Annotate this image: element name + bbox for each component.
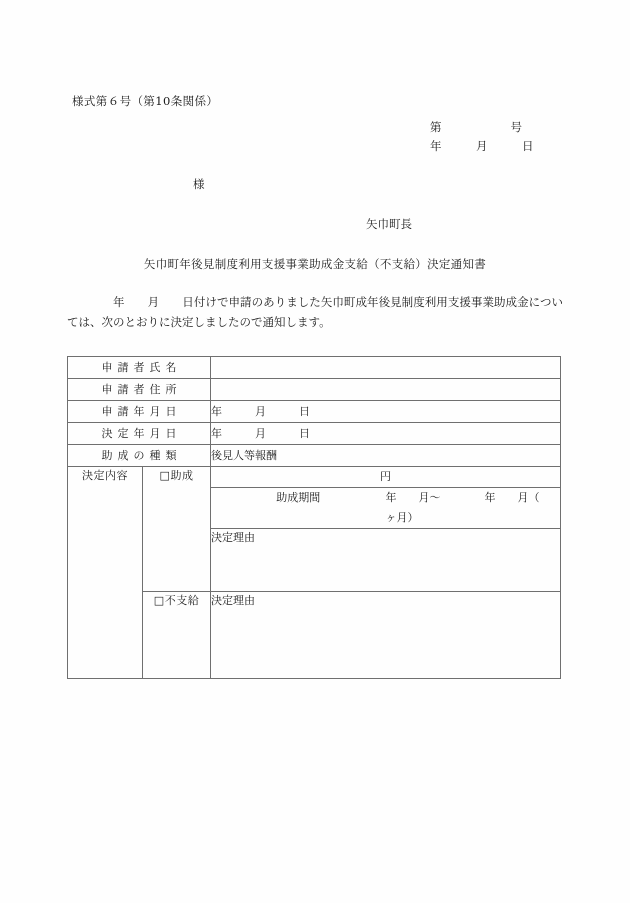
value-application-date[interactable]: 年 月 日 xyxy=(211,401,561,423)
label-grant-type: 助成の種類 xyxy=(68,445,211,467)
body-paragraph xyxy=(67,292,563,332)
table-row-application-date xyxy=(68,401,561,423)
value-decision-date[interactable]: 年 月 日 xyxy=(211,423,561,445)
addressee-line: 様 xyxy=(193,177,205,191)
label-decision-content: 決定内容 xyxy=(68,467,143,679)
value-grant-type: 後見人等報酬 xyxy=(211,445,561,467)
checkbox-denial[interactable]: □不支給 xyxy=(143,592,211,679)
grant-detail-table xyxy=(211,467,560,591)
checkbox-grant[interactable]: □助成 xyxy=(143,467,211,592)
document-date-field: 年 月 日 xyxy=(430,139,534,153)
label-grant-reason[interactable]: 決定理由 xyxy=(211,529,560,592)
grant-period-row xyxy=(211,488,560,529)
application-date-blank: 年 月 日 xyxy=(113,295,194,309)
table-row-grant-type xyxy=(68,445,561,467)
value-grant-period[interactable]: 年 月〜 年 月（ ヶ月） xyxy=(386,488,561,529)
grant-reason-row xyxy=(211,529,560,592)
label-application-date: 申請年月日 xyxy=(68,401,211,423)
table-row-decision-grant xyxy=(68,467,561,592)
label-applicant-name: 申請者氏名 xyxy=(68,357,211,379)
document-title: 矢巾町年後見制度利用支援事業助成金支給（不支給）決定通知書 xyxy=(143,257,487,271)
grant-amount-row xyxy=(211,467,560,488)
grant-detail-cell xyxy=(211,467,561,592)
label-grant-period: 助成期間 xyxy=(211,488,386,529)
decision-form-table xyxy=(67,356,561,679)
form-number: 様式第６号（第10条関係） xyxy=(72,94,219,108)
label-applicant-address: 申請者住所 xyxy=(68,379,211,401)
table-row-applicant-address xyxy=(68,379,561,401)
label-denial-reason[interactable]: 決定理由 xyxy=(211,592,561,679)
document-number-field: 第 号 xyxy=(430,120,522,134)
value-applicant-address[interactable] xyxy=(211,379,561,401)
issuer-name: 矢巾町長 xyxy=(366,217,412,231)
table-row-applicant-name xyxy=(68,357,561,379)
body-text: 付けで申請のありました矢巾町成年後見制度利用支援事業助成金については、次のとおりに決定しましたので通知します。 xyxy=(67,295,563,329)
label-decision-date: 決定年月日 xyxy=(68,423,211,445)
table-row-decision-date xyxy=(68,423,561,445)
grant-amount-unit[interactable]: 円 xyxy=(211,467,560,488)
value-applicant-name[interactable] xyxy=(211,357,561,379)
